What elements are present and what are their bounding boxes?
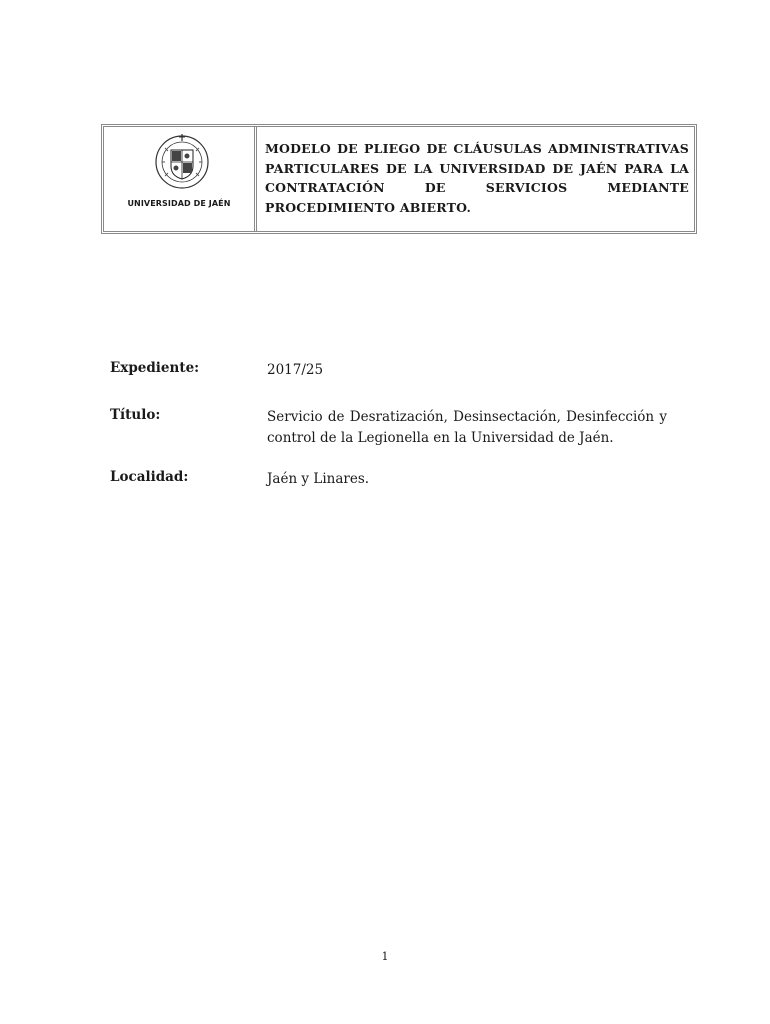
localidad-label: Localidad:: [110, 469, 189, 485]
localidad-value: Jaén y Linares.: [267, 471, 370, 487]
titulo-label: Título:: [110, 407, 161, 423]
header-table: [101, 124, 697, 234]
university-name: UNIVERSIDAD DE JAÉN: [127, 199, 231, 208]
logo-cell: [104, 127, 257, 231]
title-cell: [257, 127, 694, 231]
titulo-value: Servicio de Desratización, Desinsectación, Desinfección y control de la Legionella en la Universidad de Jaén.: [267, 409, 667, 446]
university-seal-icon: [154, 134, 210, 190]
expediente-label: Expediente:: [110, 360, 200, 376]
page-number: 1: [381, 950, 389, 963]
document-title: MODELO DE PLIEGO DE CLÁUSULAS ADMINISTRATIVAS PARTICULARES DE LA UNIVERSIDAD DE JAÉN PARA LA CONTRATACIÓN DE SERVICIOS MEDIANTE PROCEDIMIENTO ABIERTO.: [265, 141, 689, 215]
expediente-value: 2017/25: [267, 362, 324, 378]
